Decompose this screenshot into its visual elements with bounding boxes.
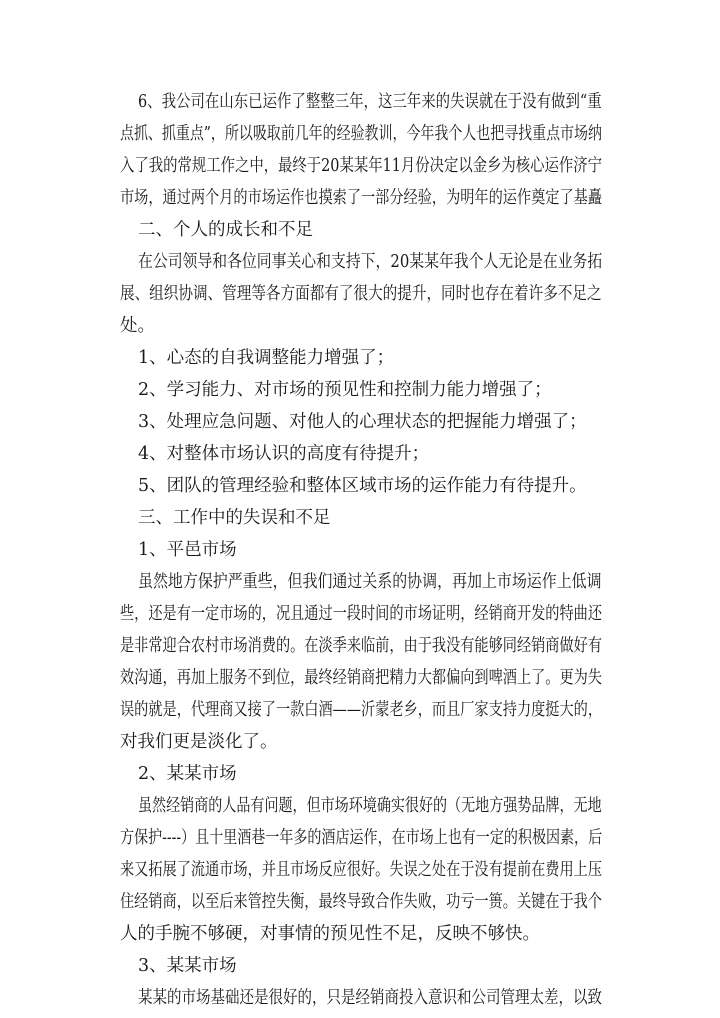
text-line: 某某的市场基础还是很好的，只是经销商投入意识和公司管理太差，以致: [138, 988, 603, 1008]
text-line: 住经销商，以至后来管控失衡，最终导致合作失败，功亏一篑。关键在于我个: [120, 892, 603, 912]
text-line: 来又拓展了流通市场，并且市场反应很好。失误之处在于没有提前在费用上压: [120, 860, 603, 880]
list-item: 3、处理应急问题、对他人的心理状态的把握能力增强了；: [138, 412, 587, 432]
section-heading: 二、个人的成长和不足: [138, 220, 313, 240]
list-item: 2、学习能力、对市场的预见性和控制力能力增强了；: [138, 380, 552, 400]
text-line: 误的就是，代理商又接了一款白酒——沂蒙老乡，而且厂家支持力度挺大的，: [120, 700, 603, 720]
text-line: 点抓、抓重点”，所以吸取前几年的经验教训，今年我个人也把寻找重点市场纳: [120, 124, 602, 144]
section-heading: 三、工作中的失误和不足: [138, 508, 331, 528]
text-line: 虽然经销商的人品有问题，但市场环境确实很好的（无地方强势品牌，无地: [138, 796, 602, 816]
subsection-heading: 3、某某市场: [138, 956, 237, 976]
list-item: 1、心态的自我调整能力增强了；: [138, 348, 395, 368]
text-line: 人的手腕不够硬，对事情的预见性不足，反映不够快。: [120, 924, 540, 944]
list-item: 5、团队的管理经验和整体区域市场的运作能力有待提升。: [138, 476, 587, 496]
text-line: 是非常迎合农村市场消费的。在淡季来临前，由于我没有能够同经销商做好有: [120, 636, 603, 656]
text-line: 处。: [120, 316, 155, 336]
text-line: 入了我的常规工作之中，最终于20某某年11月份决定以金乡为核心运作济宁: [120, 156, 603, 176]
text-line: 效沟通，再加上服务不到位，最终经销商把精力大都偏向到啤酒上了。更为失: [120, 668, 603, 688]
list-item: 4、对整体市场认识的高度有待提升；: [138, 444, 430, 464]
text-line: 方保护----）且十里酒巷一年多的酒店运作，在市场上也有一定的积极因素，后: [120, 828, 603, 848]
text-line: 些，还是有一定市场的，况且通过一段时间的市场证明，经销商开发的特曲还: [120, 604, 603, 624]
text-line: 在公司领导和各位同事关心和支持下，20某某年我个人无论是在业务拓: [138, 252, 603, 272]
text-line: 展、组织协调、管理等各方面都有了很大的提升，同时也存在着许多不足之: [120, 284, 602, 304]
text-line: 6、我公司在山东已运作了整整三年，这三年来的失误就在于没有做到“重: [138, 92, 602, 112]
subsection-heading: 2、某某市场: [138, 764, 237, 784]
subsection-heading: 1、平邑市场: [138, 540, 237, 560]
text-line: 虽然地方保护严重些，但我们通过关系的协调，再加上市场运作上低调: [138, 572, 602, 592]
text-line: 对我们更是淡化了。: [120, 732, 278, 752]
text-line: 市场，通过两个月的市场运作也摸索了一部分经验，为明年的运作奠定了基矗: [120, 188, 603, 208]
